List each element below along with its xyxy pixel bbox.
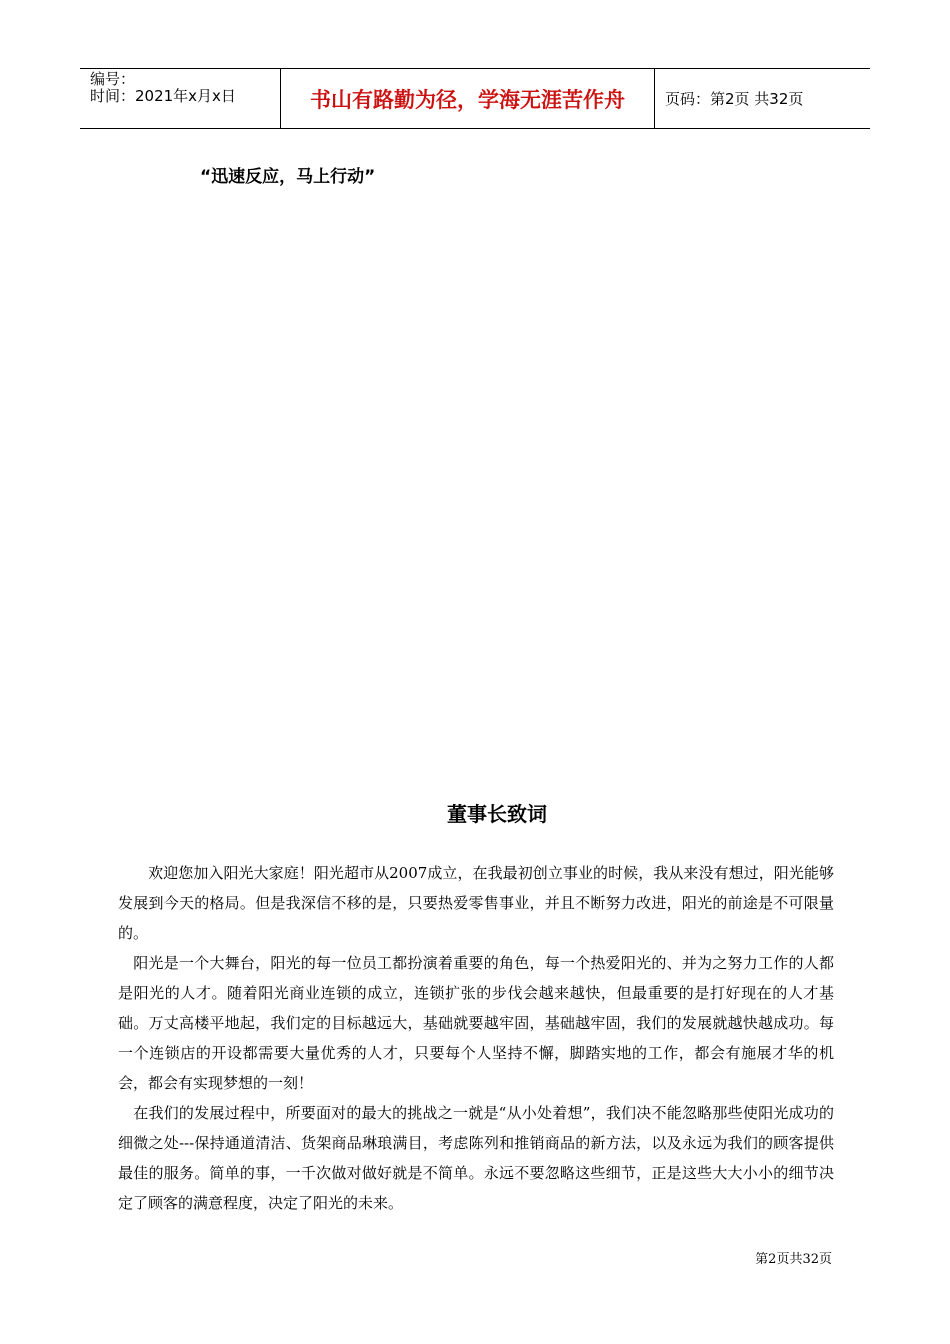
paragraph: 阳光是一个大舞台，阳光的每一位员工都扮演着重要的角色，每一个热爱阳光的、并为之努力工作的人都是阳光的人才。随着阳光商业连锁的成立，连锁扩张的步伐会越来越快，但最重要的是打好现在的人才基础。万丈高楼平地起，我们定的目标越远大，基础就要越牢固，基础越牢固，我们的发展就越快越成功。每一个连锁店的开设都需要大量优秀的人才，只要每个人坚持不懈，脚踏实地的工作，都会有施展才华的机会，都会有实现梦想的一刻！ bbox=[118, 954, 834, 1092]
header-meta bbox=[80, 69, 281, 128]
header-page-number: 页码：第2页 共32页 bbox=[665, 90, 804, 108]
letter-body bbox=[118, 858, 834, 1218]
header-motto: 书山有路勤为径，学海无涯苦作舟 bbox=[281, 69, 655, 128]
paragraph: 在我们的发展过程中，所要面对的最大的挑战之一就是“从小处着想”，我们决不能忽略那些使阳光成功的细微之处---保持通道清洁、货架商品琳琅满目，考虑陈列和推销商品的新方法，以及永远为我们的顾客提供最佳的服务。简单的事，一千次做对做好就是不简单。永远不要忽略这些细节，正是这些大大小小的细节决定了顾客的满意程度，决定了阳光的未来。 bbox=[118, 1104, 834, 1212]
page-title: 董事长致词 bbox=[447, 802, 547, 826]
paragraph: 欢迎您加入阳光大家庭！阳光超市从2007成立，在我最初创立事业的时候，我从来没有想过，阳光能够发展到今天的格局。但是我深信不移的是，只要热爱零售事业，并且不断努力改进，阳光的前途是不可限量的。 bbox=[118, 864, 834, 942]
number-label: 编号： bbox=[90, 70, 136, 88]
page-footer: 第2页共32页 bbox=[755, 1252, 832, 1267]
time-label: 时间：2021年x月x日 bbox=[90, 87, 236, 105]
slogan: “迅速反应，马上行动” bbox=[200, 167, 376, 187]
page-header bbox=[80, 68, 870, 129]
